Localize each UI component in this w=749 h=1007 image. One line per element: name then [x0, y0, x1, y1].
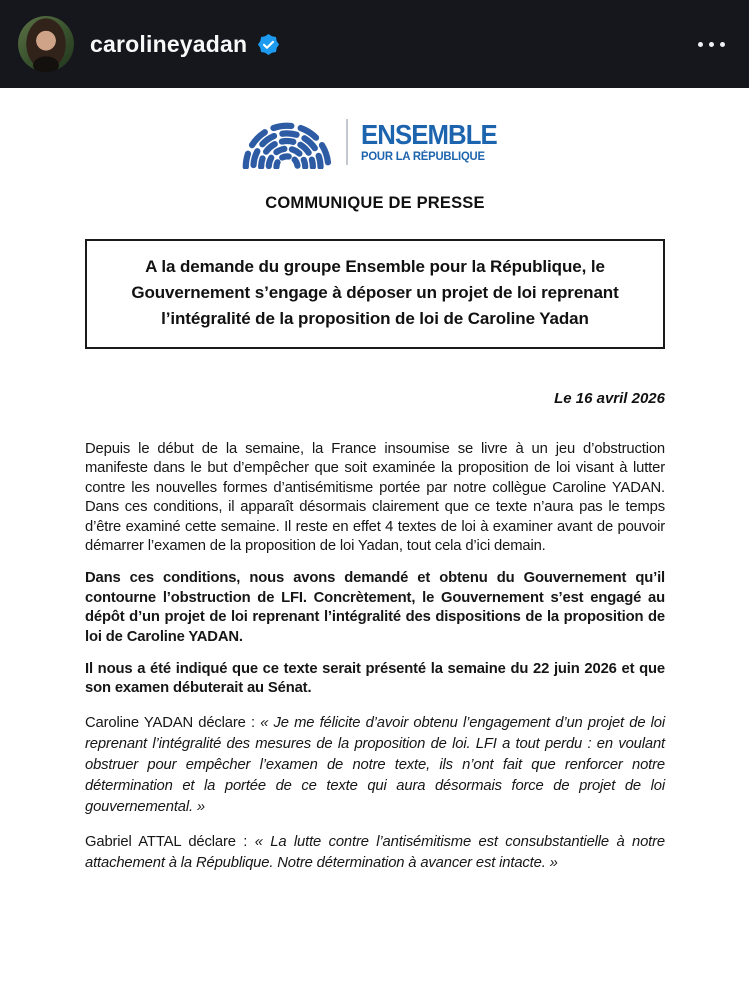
ellipsis-icon — [720, 42, 725, 47]
quote-text: « Je me félicite d’avoir obtenu l’engagement d’un projet de loi reprenant l’intégralité des mesures de la proposition de loi. LFI a tout perdu : en voulant obstruer pour empêcher l’examen de notre texte, ils n’ont fait que renforcer notre détermination et la portée de ce texte qui aura désormais force de projet de loi gouvernemental. » — [85, 714, 665, 815]
username[interactable]: carolineyadan — [90, 30, 248, 57]
press-release-page — [0, 88, 749, 874]
org-name: ENSEMBLE — [361, 118, 497, 150]
more-options-button[interactable] — [696, 34, 727, 55]
speaker-lead: Gabriel ATTAL déclare : — [85, 833, 255, 850]
ellipsis-icon — [709, 42, 714, 47]
avatar[interactable] — [18, 16, 74, 72]
press-release-kicker: COMMUNIQUE DE PRESSE — [265, 194, 485, 212]
press-release-body — [85, 440, 665, 874]
quote-text: « La lutte contre l’antisémitisme est consubstantielle à notre attachement à la République. Notre détermination à avancer est intacte. » — [85, 833, 665, 871]
org-subtitle: POUR LA RÉPUBLIQUE — [361, 150, 486, 163]
hemicycle-icon — [241, 115, 333, 169]
statement-paragraph — [85, 713, 665, 818]
user-line — [90, 31, 696, 58]
paragraph: Il nous a été indiqué que ce texte serait présenté la semaine du 22 juin 2026 et que son examen débuterait au Sénat. — [85, 661, 665, 697]
date-line: Le 16 avril 2026 — [554, 390, 665, 407]
press-release-title: A la demande du groupe Ensemble pour la République, le Gouvernement s’engage à déposer un projet de loi reprenant l’intégralité de la proposition de loi de Caroline Yadan — [85, 239, 665, 349]
logo-text — [361, 118, 509, 164]
post-header — [0, 0, 749, 88]
statement-paragraph — [85, 832, 665, 874]
logo-divider — [346, 119, 348, 165]
speaker-lead: Caroline YADAN déclare : — [85, 714, 261, 731]
ellipsis-icon — [698, 42, 703, 47]
verified-badge-icon — [257, 33, 280, 56]
paragraph: Dans ces conditions, nous avons demandé et obtenu du Gouvernement qu’il contourne l’obstruction de LFI. Concrètement, le Gouvernement s’est engagé au dépôt d’un projet de loi reprenant l’intégralité des dispositions de la proposition de loi de Caroline YADAN. — [85, 570, 665, 645]
paragraph: Depuis le début de la semaine, la France insoumise se livre à un jeu d’obstruction manifeste dans le but d’empêcher que soit examinée la proposition de loi visant à lutter contre les nouvelles formes d’antisémitisme portée par notre collègue Caroline YADAN. Dans ces conditions, il apparaît désormais clairement que ce texte n’aura pas le temps d’être examiné cette semaine. Il reste en effet 4 textes de loi à examiner avant de pouvoir démarrer l’examen de la proposition de loi Yadan, tout cela d’ici demain. — [85, 441, 665, 555]
org-logo — [85, 112, 665, 172]
